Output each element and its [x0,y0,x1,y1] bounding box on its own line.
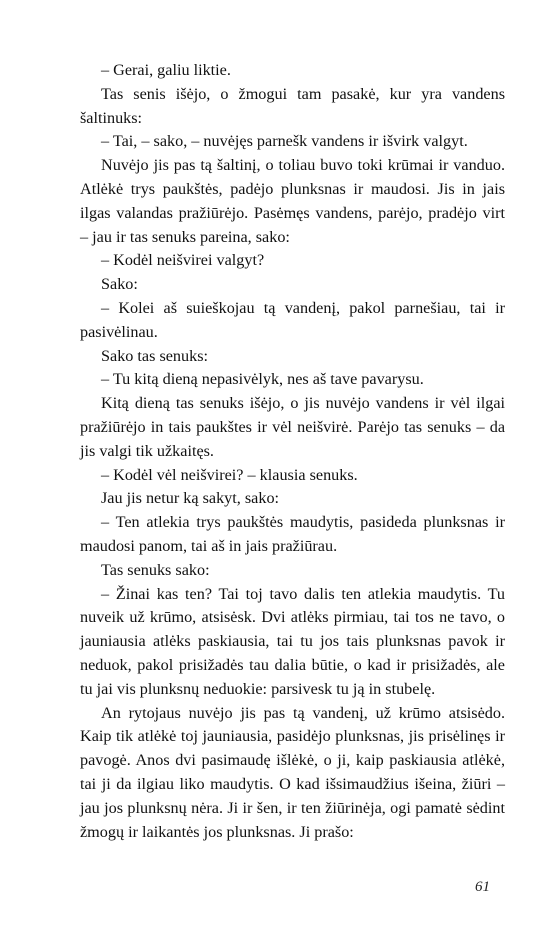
paragraph: – Tu kitą dieną nepasivėlyk, nes aš tave pavarysu. [101,370,424,389]
paragraph: – Tai, – sako, – nuvėjęs parnešk vandens ir išvirk valgyt. [101,132,468,151]
paragraph: – Kolei aš suieškojau tą vandenį, pakol parnešiau, tai ir pasivėlinau. [80,298,505,341]
paragraph: An rytojaus nuvėjo jis pas tą vandenį, už krūmo atsisėdo. Kaip tik atlėkė toj jauniausia, pasidėjo plunksnas, jis prisėlinęs ir pavogė. Anos dvi pasimaudę išlėkė, o ji, kaip paskiausia atlėkė, tai ji da ilgiau liko maudytis. O kad išsimaudžius išeina, žiūri – jau jos plunksnų nėra. Ji ir šen, ir ten žiūrinėja, ogi pamatė sėdint žmogų ir laikantės jos plunksnas. Ji prašo: [80,703,505,841]
paragraph: Kitą dieną tas senuks išėjo, o jis nuvėjo vandens ir vėl ilgai pražiūrėjo in tais paukštes ir vėl neišvirė. Parėjo tas senuks – da jis valgi tik užkaitęs. [80,394,505,460]
page-text [80,59,505,844]
page-number: 61 [475,879,490,895]
paragraph: – Gerai, galiu liktie. [101,61,231,79]
paragraph: – Kodėl vėl neišvirei? – klausia senuks. [101,465,358,484]
paragraph: – Žinai kas ten? Tai toj tavo dalis ten atlekia maudytis. Tu nuveik už krūmo, atsisėsk. Dvi atlėks pirmiau, tai tos ne tavo, o jauniausia atlėks paskiausia, tai tu jos tais plunksnas pavok ir neduok, pakol prisižadės tau dalia būtie, o kad ir prisižadės, ale tu jai vis plunksnų neduokie: parsivesk tu ją in stubelę. [80,584,505,698]
paragraph: Nuvėjo jis pas tą šaltinį, o toliau buvo toki krūmai ir vanduo. Atlėkė trys paukštės, padėjo plunksnas ir maudosi. Jis in jais ilgas valandas pražiūrėjo. Pasėmęs vandens, parėjo, pradėjo virt – jau ir tas senuks pareina, sako: [80,156,505,246]
paragraph: Sako tas senuks: [101,346,209,365]
paragraph: – Ten atlekia trys paukštės maudytis, pasideda plunksnas ir maudosi panom, tai aš in jais pražiūrau. [80,513,505,555]
paragraph: Jau jis netur ką sakyt, sako: [101,489,280,508]
paragraph: – Kodėl neišvirei valgyt? [101,251,265,270]
paragraph: Tas senis išėjo, o žmogui tam pasakė, kur yra vandens šaltinuks: [80,84,505,127]
paragraph: Tas senuks sako: [101,560,210,579]
paragraph: Sako: [101,275,138,294]
